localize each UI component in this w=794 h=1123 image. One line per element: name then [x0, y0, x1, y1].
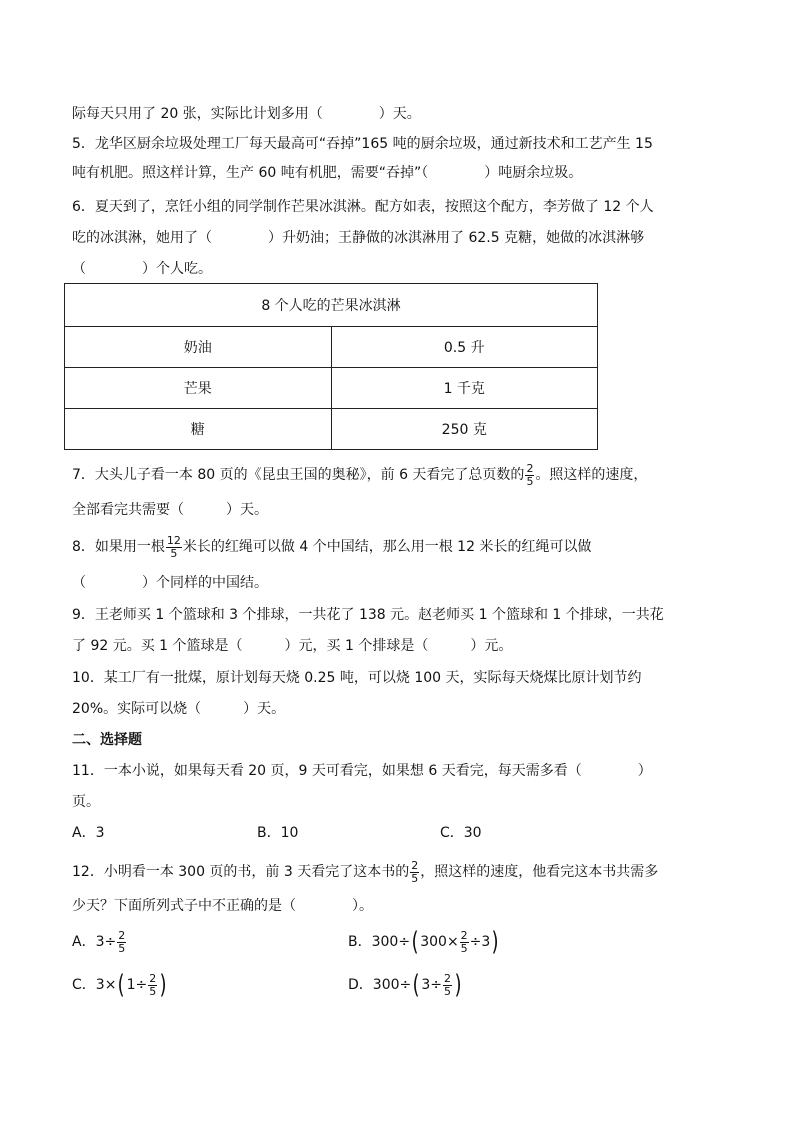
expression: 3÷	[421, 977, 443, 993]
expression: 1÷	[126, 977, 148, 993]
expression: 3÷	[95, 934, 117, 950]
question-9-line-2: 了 92 元。买 1 个篮球是（ ）元，买 1 个排球是（ ）元。	[72, 638, 513, 654]
expression: 3×	[95, 977, 117, 993]
table-row	[65, 327, 598, 368]
fraction-numerator: 2	[444, 971, 452, 985]
option-d	[348, 969, 463, 1001]
option-label: B．	[348, 934, 372, 950]
question-7-text-b: 。照这样的速度，	[535, 467, 648, 483]
question-6-line-2: 吃的冰淇淋，她用了（ ）升奶油；王静做的冰淇淋用了 62.5 克糖，她做的冰淇淋够	[72, 230, 645, 246]
question-12-text-a: 12．小明看一本 300 页的书，前 3 天看完了这本书的	[72, 864, 410, 880]
fraction	[460, 930, 469, 955]
question-5-line-1: 5．龙华区厨余垃圾处理工厂每天最高可“吞掉”165 吨的厨余垃圾，通过新技术和工艺产生 15	[72, 136, 653, 152]
expression: ÷3	[469, 934, 491, 950]
right-parenthesis: )	[159, 970, 167, 1000]
fraction-denominator: 5	[460, 941, 468, 955]
fraction	[166, 535, 182, 560]
fraction-numerator: 2	[118, 928, 126, 942]
option-label: A．	[72, 934, 96, 950]
section-title: 二、选择题	[72, 732, 142, 748]
question-6-line-1: 6．夏天到了，烹饪小组的同学制作芒果冰淇淋。配方如表，按照这个配方，李芳做了 12 个人	[72, 199, 654, 215]
fraction	[410, 860, 419, 885]
fraction-denominator: 5	[170, 546, 178, 560]
question-10-line-1: 10．某工厂有一批煤，原计划每天烧 0.25 吨，可以烧 100 天，实际每天烧煤比原计划节约	[72, 670, 642, 686]
fraction-denominator: 5	[526, 474, 534, 488]
option-c: C．30	[440, 825, 482, 841]
fraction	[117, 930, 126, 955]
expression: 300÷	[371, 934, 411, 950]
option-label: C．	[72, 977, 96, 993]
fraction-numerator: 2	[526, 461, 534, 475]
right-parenthesis: )	[454, 970, 462, 1000]
table-row	[65, 368, 598, 409]
fraction-numerator: 2	[149, 971, 157, 985]
question-6-line-3: （ ）个人吃。	[72, 261, 212, 277]
question-7-line-1	[72, 460, 647, 490]
recipe-item: 糖	[65, 409, 332, 450]
option-c	[72, 969, 168, 1001]
fraction-numerator: 2	[460, 928, 468, 942]
question-11-line-1: 11．一本小说，如果每天看 20 页，9 天可看完，如果想 6 天看完，每天需多看（ ）	[72, 763, 652, 779]
fraction-denominator: 5	[411, 871, 419, 885]
right-parenthesis: )	[491, 927, 499, 957]
option-b	[348, 926, 500, 958]
option-b: B．10	[257, 825, 299, 841]
recipe-amount: 250 克	[331, 409, 598, 450]
question-8-text-b: 米长的红绳可以做 4 个中国结，那么用一根 12 米长的红绳可以做	[182, 539, 592, 555]
fraction-denominator: 5	[118, 941, 126, 955]
table-row	[65, 284, 598, 327]
question-4-tail: 际每天只用了 20 张，实际比计划多用（ ）天。	[72, 106, 421, 122]
question-8-line-2: （ ）个同样的中国结。	[72, 575, 268, 591]
left-parenthesis: (	[117, 970, 126, 1000]
fraction	[443, 973, 452, 998]
question-9-line-1: 9．王老师买 1 个篮球和 3 个排球，一共花了 138 元。赵老师买 1 个篮球和 1 个排球，一共花	[72, 607, 664, 623]
option-label: D．	[348, 977, 373, 993]
fraction	[525, 463, 534, 488]
question-5-line-2: 吨有机肥。照这样计算，生产 60 吨有机肥，需要“吞掉”（ ）吨厨余垃圾。	[72, 165, 583, 181]
expression: 300×	[420, 934, 459, 950]
fraction	[148, 973, 157, 998]
question-8-text-a: 8．如果用一根	[72, 539, 165, 555]
expression: 300÷	[372, 977, 412, 993]
question-10-line-2: 20%。实际可以烧（ ）天。	[72, 701, 286, 717]
question-12-line-2: 少天？下面所列式子中不正确的是（ ）。	[72, 898, 373, 914]
left-parenthesis: (	[411, 927, 419, 957]
question-7-text-a: 7．大头儿子看一本 80 页的《昆虫王国的奥秘》，前 6 天看完了总页数的	[72, 467, 525, 483]
question-11-line-2: 页。	[72, 794, 100, 810]
recipe-table-title: 8 个人吃的芒果冰淇淋	[65, 284, 598, 327]
table-row	[65, 409, 598, 450]
question-8-line-1	[72, 532, 591, 562]
recipe-amount: 1 千克	[331, 368, 598, 409]
fraction-numerator: 12	[166, 533, 181, 547]
recipe-amount: 0.5 升	[331, 327, 598, 368]
fraction-denominator: 5	[149, 984, 157, 998]
recipe-item: 奶油	[65, 327, 332, 368]
fraction-denominator: 5	[444, 984, 452, 998]
question-7-line-2: 全部看完共需要（ ）天。	[72, 502, 268, 518]
recipe-table	[64, 283, 598, 450]
fraction-numerator: 2	[411, 858, 419, 872]
question-12-text-b: ，照这样的速度，他看完这本书共需多	[420, 864, 659, 880]
option-a: A．3	[72, 825, 105, 841]
left-parenthesis: (	[412, 970, 420, 1000]
recipe-item: 芒果	[65, 368, 332, 409]
question-12-line-1	[72, 857, 658, 887]
option-a	[72, 926, 127, 958]
